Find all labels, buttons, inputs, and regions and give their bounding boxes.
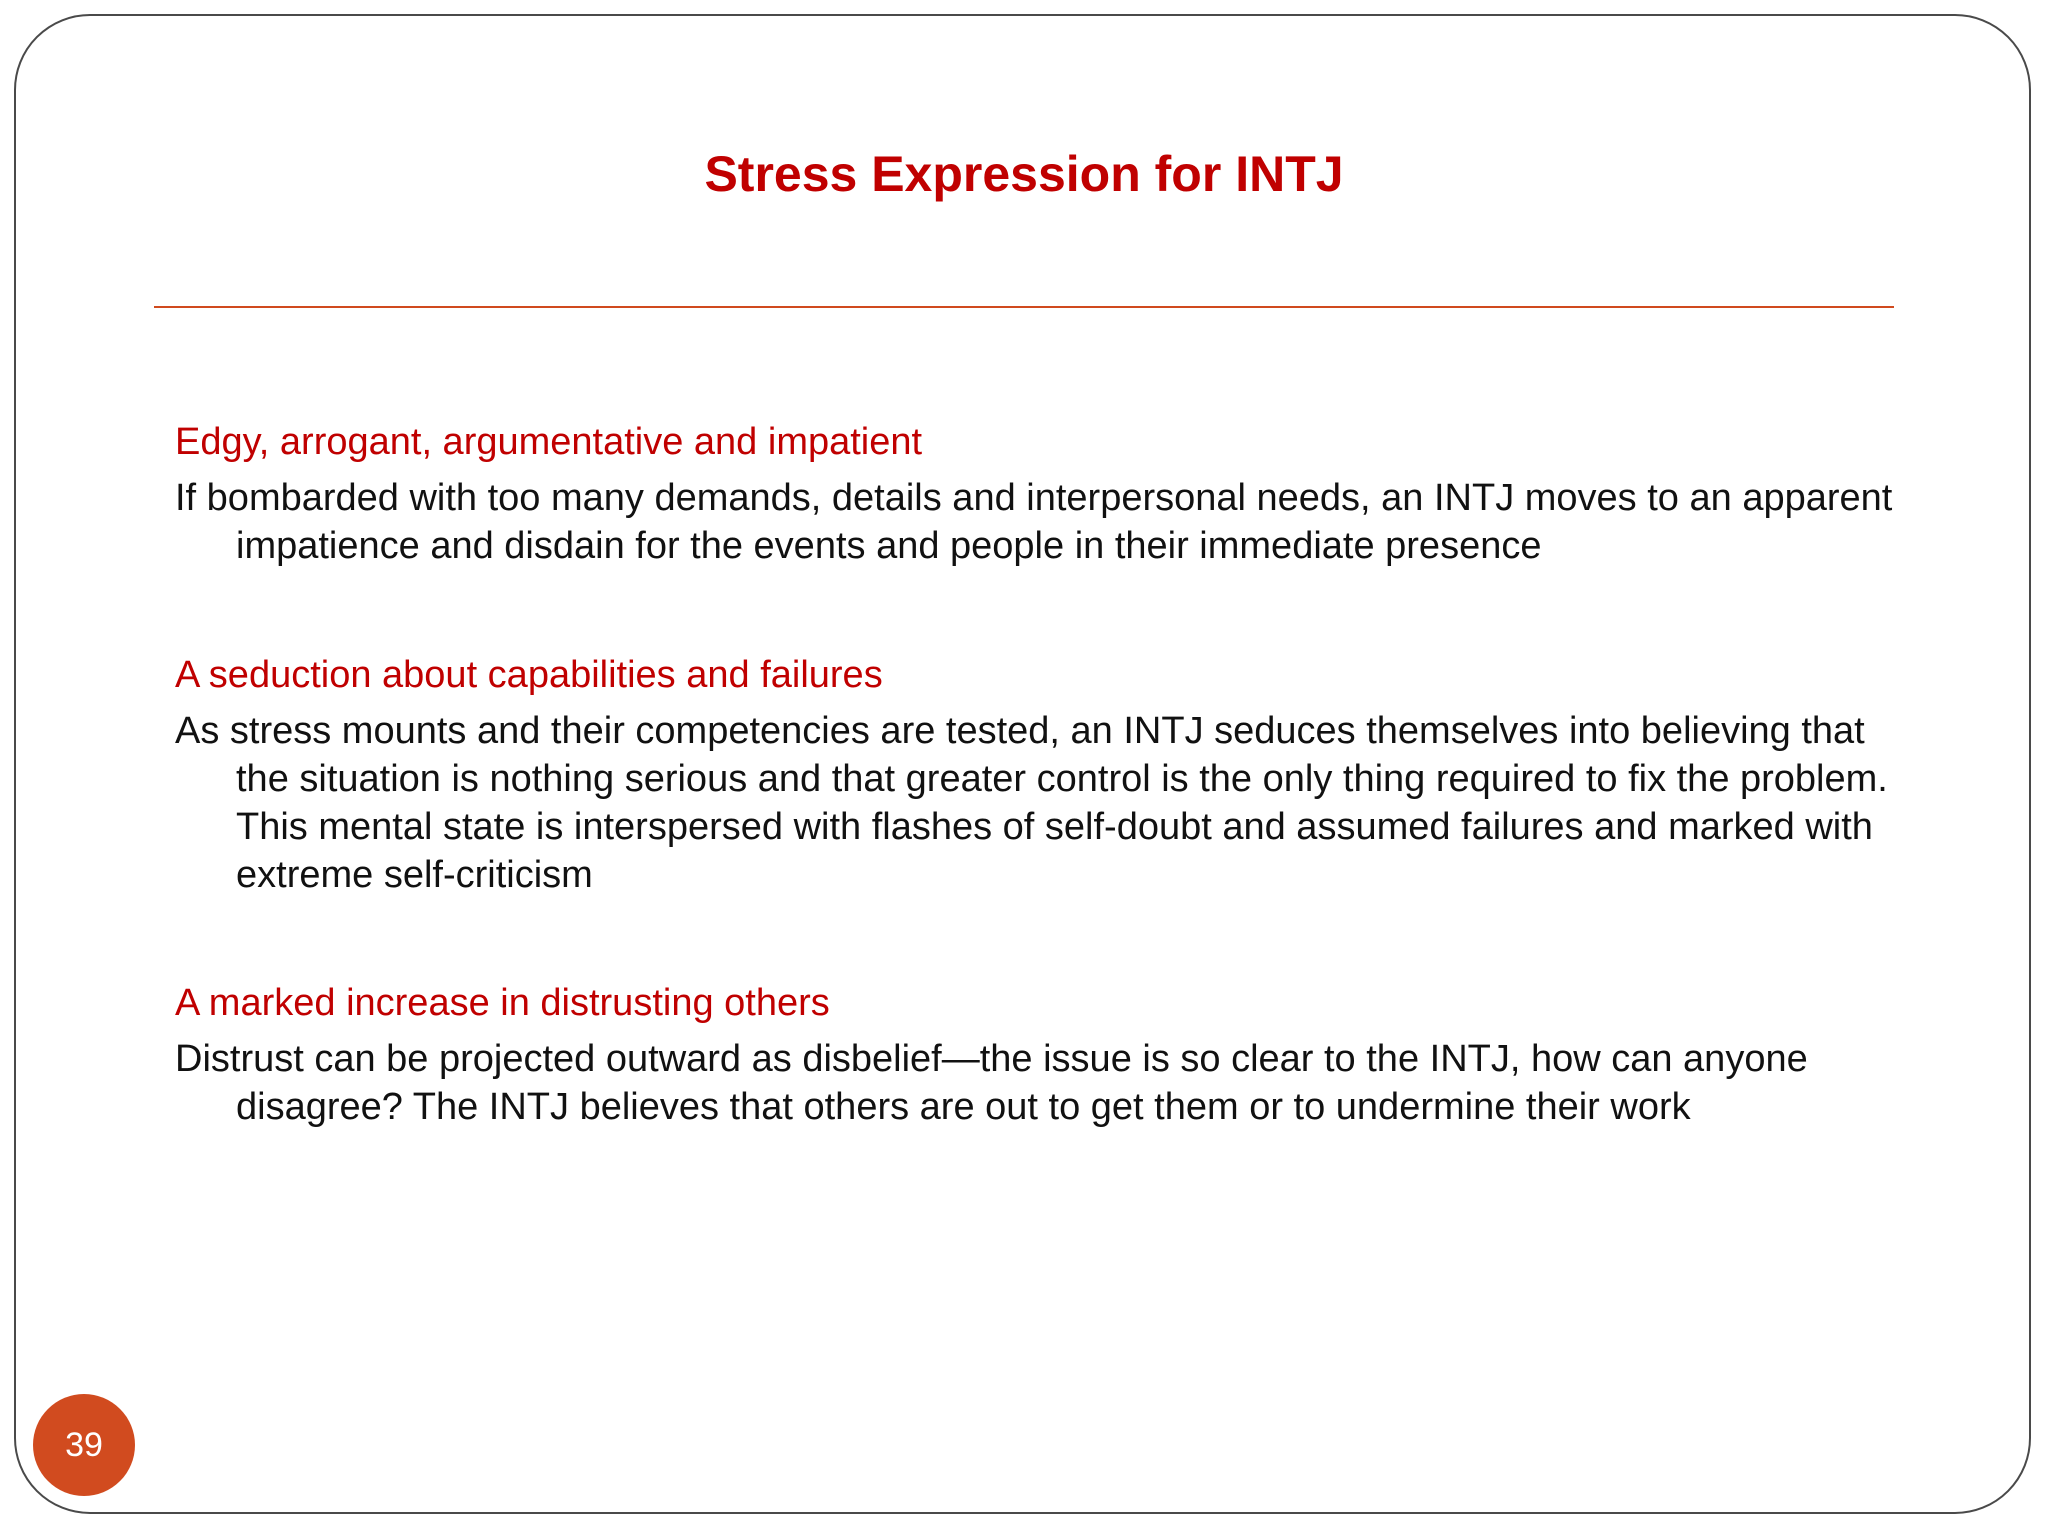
section-seduction (175, 651, 1895, 899)
slide-title: Stress Expression for INTJ (704, 146, 1344, 202)
section-body: If bombarded with too many demands, details and interpersonal needs, an INTJ moves to an apparent impatience and disdain for the events and people in their immediate presence (175, 477, 1893, 567)
section-heading: Edgy, arrogant, argumentative and impatient (175, 421, 923, 463)
section-edgy (175, 418, 1895, 570)
title-divider (154, 306, 1894, 308)
section-heading: A seduction about capabilities and failures (175, 654, 883, 696)
section-distrust (175, 979, 1895, 1131)
page-number-badge: 39 (33, 1394, 135, 1496)
section-heading: A marked increase in distrusting others (175, 982, 830, 1024)
section-body: Distrust can be projected outward as disbelief—the issue is so clear to the INTJ, how can anyone disagree? The INTJ believes that others are out to get them or to undermine their work (175, 1038, 1808, 1128)
section-body: As stress mounts and their competencies are tested, an INTJ seduces themselves into believing that the situation is nothing serious and that greater control is the only thing required to fix the problem. This mental state is interspersed with flashes of self-doubt and assumed failures and marked with extreme self-criticism (175, 710, 1888, 896)
